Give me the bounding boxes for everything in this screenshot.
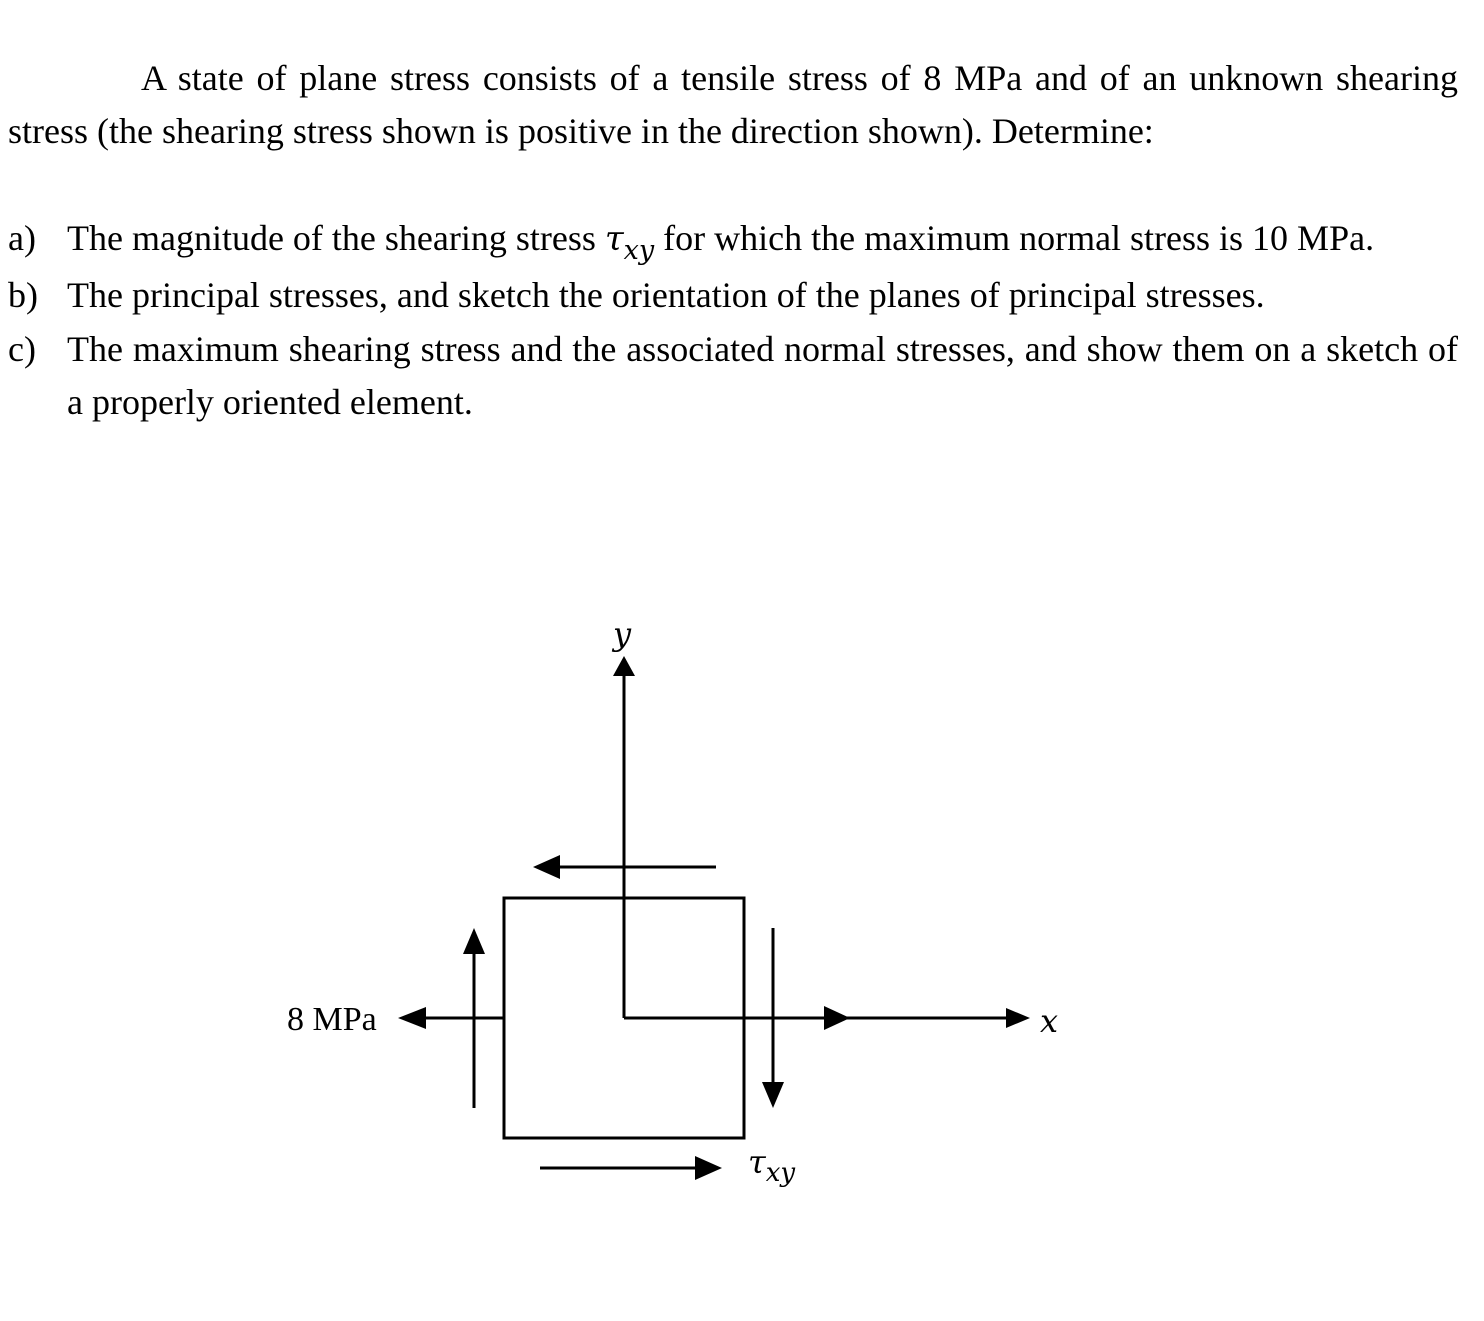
shear-stress-subscript: xy xyxy=(765,1158,796,1188)
shear-stress-symbol: τ xyxy=(748,1143,766,1181)
shear-right-arrowhead xyxy=(762,1082,784,1108)
part-b-marker: b) xyxy=(8,275,38,315)
part-a-text-after: for which the maximum normal stress is 10 MPa. xyxy=(654,218,1375,258)
x-axis-arrowhead xyxy=(1006,1008,1030,1028)
normal-stress-left-arrowhead xyxy=(398,1007,426,1029)
y-axis-label: y xyxy=(613,615,632,653)
part-a-text-before: The magnitude of the shearing stress xyxy=(67,218,605,258)
x-axis-label: x xyxy=(1040,1002,1059,1040)
problem-intro: A state of plane stress consists of a tensile stress of 8 MPa and of an unknown shearing stress (the shearing stress shown is positive in the direction shown). Determine: xyxy=(8,58,1458,151)
normal-stress-right-arrowhead xyxy=(824,1006,850,1030)
shear-bottom-arrowhead xyxy=(695,1156,722,1180)
shear-top-arrowhead xyxy=(533,855,560,879)
shear-stress-label xyxy=(748,1143,795,1188)
tau-symbol: τ xyxy=(604,219,624,259)
part-c-marker: c) xyxy=(8,329,36,369)
part-b-text: The principal stresses, and sketch the orientation of the planes of principal stresses. xyxy=(67,275,1265,315)
y-axis-arrowhead xyxy=(613,656,635,676)
part-a-marker: a) xyxy=(8,218,36,258)
part-c-text: The maximum shearing stress and the associated normal stresses, and show them on a sketch of a properly oriented element. xyxy=(67,329,1458,422)
tau-subscript: xy xyxy=(623,235,655,266)
normal-stress-label: 8 MPa xyxy=(287,1001,377,1038)
shear-left-arrowhead xyxy=(463,928,485,954)
